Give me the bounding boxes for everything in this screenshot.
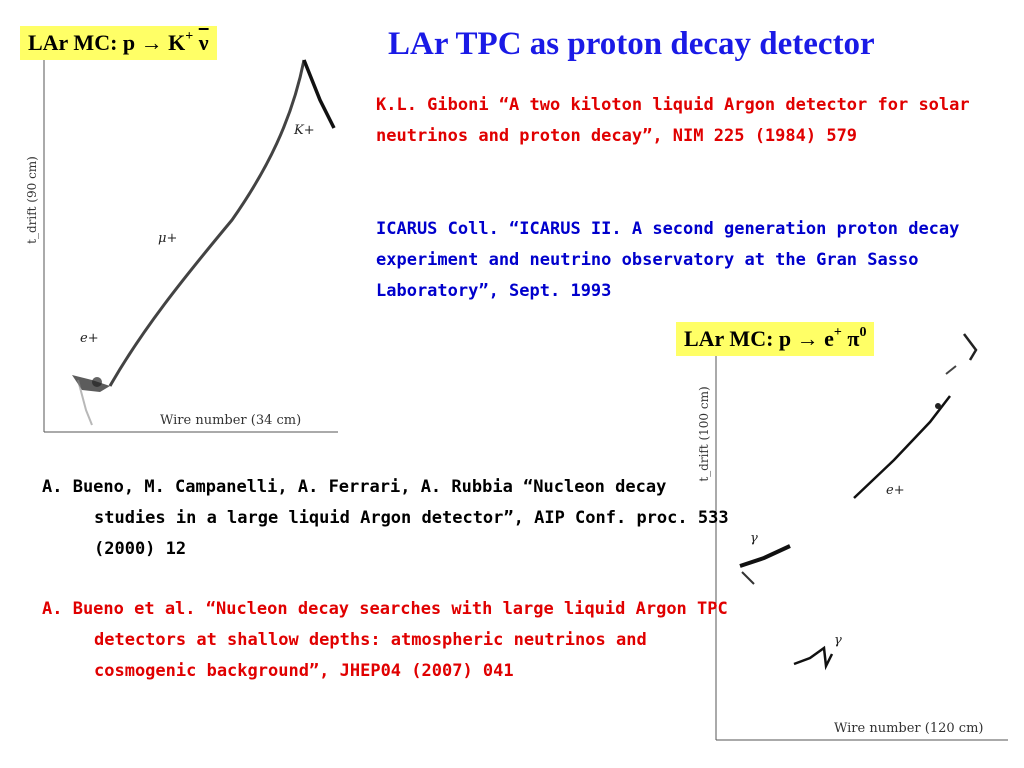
event-display-k-nu [22,30,342,440]
k-track-label: K+ [294,123,315,138]
x-axis-label: Wire number (120 cm) [834,721,984,736]
gamma1-label: γ [750,531,758,546]
label-e-pi0-pi: π [841,326,860,351]
y-axis-label: t_drift (100 cm) [697,386,711,482]
y-axis-label: t_drift (90 cm) [25,156,39,244]
slide-title: LAr TPC as proton decay detector [388,26,875,62]
reference-bueno-2007: A. Bueno et al. “Nucleon decay searches with large liquid Argon TPC detectors at shallow depths: atmospheric neutrinos and cosmogenic background”, JHEP04 (2007) 041 [42,599,738,681]
label-e-pi0-sup1: + [833,325,842,340]
label-e-pi0-text: LAr MC: p → e [684,326,834,351]
e-track-label: e+ [886,483,905,498]
x-axis-label: Wire number (34 cm) [160,413,302,428]
label-k-nu-nu: $\overline{\nu}$ [198,30,209,55]
label-k-nu-text: LAr MC: p → K [28,30,186,55]
reference-giboni: K.L. Giboni “A two kiloton liquid Argon detector for solar neutrinos and proton decay”, NIM 225 (1984) 579 [376,95,980,146]
label-e-pi0-sup2: 0 [859,325,867,340]
reference-icarus: ICARUS Coll. “ICARUS II. A second generation proton decay experiment and neutrino observatory at the Gran Sasso Laboratory”, Sept. 1993 [376,219,970,301]
label-k-nu-sup: + [185,29,194,44]
gamma2-label: γ [834,633,842,648]
mu-track-label: μ+ [158,231,178,246]
reference-bueno-2000: A. Bueno, M. Campanelli, A. Ferrari, A. Rubbia “Nucleon decay studies in a large liquid Argon detector”, AIP Conf. proc. 533 (2000) 12 [42,477,739,559]
label-k-nu [20,26,217,60]
label-e-pi0 [676,322,874,356]
e-track-label: e+ [80,331,99,346]
